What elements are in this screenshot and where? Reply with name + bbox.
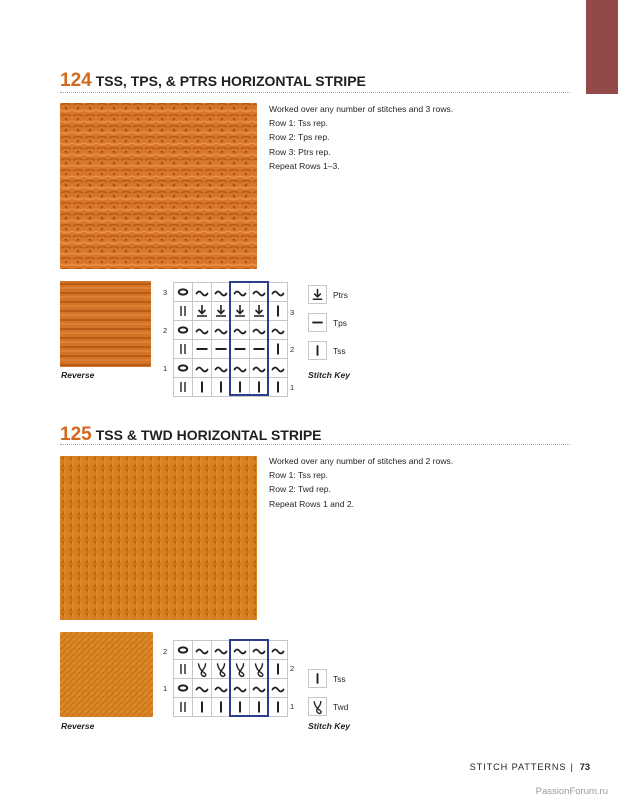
swatch-photo-reverse [60, 281, 151, 367]
row-number-left: 1 [163, 364, 168, 373]
edge-loop-icon [174, 321, 192, 339]
stitch-key-label: Ptrs [333, 290, 348, 300]
repeat-outline [229, 639, 269, 717]
section-title: TSS, TPS, & PTRS HORIZONTAL STRIPE [95, 73, 366, 89]
chart-cell [193, 698, 212, 717]
repeat-outline [229, 281, 269, 396]
section-heading-125 [60, 424, 322, 446]
tss-stitch-icon [269, 302, 287, 320]
watermark: PassionForum.ru [535, 786, 608, 797]
chart-cell [269, 359, 288, 378]
chart-cell [193, 679, 212, 698]
row-number-right: 2 [290, 664, 295, 673]
section-number: 125 [60, 424, 92, 445]
return-pass-icon [193, 359, 211, 377]
ptrs-stitch-icon [212, 302, 230, 320]
return-pass-icon [212, 359, 230, 377]
tss-stitch-icon [269, 378, 287, 396]
tps-stitch-icon [212, 340, 230, 358]
return-pass-icon [193, 321, 211, 339]
return-pass-icon [269, 321, 287, 339]
tps-symbol-icon [308, 313, 327, 332]
instruction-line: Row 2: Twd rep. [269, 484, 331, 495]
instruction-line: Worked over any number of stitches and 2 rows. [269, 456, 454, 466]
edge-loop-icon [174, 641, 192, 659]
row-number-left: 2 [163, 647, 168, 656]
chart-cell [269, 679, 288, 698]
edge-double-bar-icon [174, 340, 192, 358]
tss-stitch-icon [269, 698, 287, 716]
chart-cell [269, 283, 288, 302]
section-heading-124 [60, 70, 366, 92]
chart-cell [269, 321, 288, 340]
stitch-key-caption: Stitch Key [308, 370, 351, 380]
swatch-photo-front [60, 103, 257, 269]
chart-cell [174, 698, 193, 717]
ptrs-symbol-icon [308, 285, 327, 304]
chart-cell [193, 378, 212, 397]
instruction-line: Worked over any number of stitches and 3 rows. [269, 104, 454, 114]
chart-cell [174, 378, 193, 397]
instruction-line: Row 2: Tps rep. [269, 132, 330, 143]
swatch-photo-reverse [60, 632, 153, 717]
chart-cell [174, 283, 193, 302]
chart-cell [269, 641, 288, 660]
row-number-right: 2 [290, 345, 295, 354]
chart-cell [269, 340, 288, 359]
twd-stitch-icon [309, 698, 326, 715]
reverse-caption: Reverse [61, 370, 95, 380]
chart-cell [174, 302, 193, 321]
edge-double-bar-icon [174, 660, 192, 678]
ptrs-stitch-icon [193, 302, 211, 320]
row-number-right: 1 [290, 702, 295, 711]
chart-cell [269, 660, 288, 679]
page-number: 73 [579, 762, 590, 772]
tss-stitch-icon [193, 378, 211, 396]
chart-cell [193, 660, 212, 679]
chart-cell [174, 641, 193, 660]
tss-stitch-icon [269, 340, 287, 358]
row-number-left: 1 [163, 684, 168, 693]
instruction-line: Row 1: Tss rep. [269, 470, 329, 481]
stitch-key-label: Twd [333, 702, 349, 712]
section-title: TSS & TWD HORIZONTAL STRIPE [95, 427, 322, 443]
return-pass-icon [212, 641, 230, 659]
chart-cell [174, 340, 193, 359]
return-pass-icon [269, 679, 287, 697]
chart-cell [269, 698, 288, 717]
reverse-caption: Reverse [61, 721, 95, 731]
chart-cell [174, 679, 193, 698]
chart-cell [174, 359, 193, 378]
return-pass-icon [269, 283, 287, 301]
twd-symbol-icon [308, 697, 327, 716]
tss-stitch-icon [212, 378, 230, 396]
edge-loop-icon [174, 283, 192, 301]
chart-cell [193, 641, 212, 660]
chart-cell [174, 321, 193, 340]
chart-cell [269, 302, 288, 321]
chart-cell [193, 321, 212, 340]
section-divider [60, 444, 570, 445]
chart-cell [193, 359, 212, 378]
tps-stitch-icon [309, 314, 326, 331]
tss-symbol-icon [308, 669, 327, 688]
pattern-instructions [269, 454, 453, 511]
footer-section-label: STITCH PATTERNS [469, 762, 567, 772]
page-footer [470, 762, 590, 772]
chart-cell [193, 283, 212, 302]
chart-cell [269, 378, 288, 397]
swatch-photo-front [60, 456, 257, 620]
edge-loop-icon [174, 679, 192, 697]
section-number: 124 [60, 70, 92, 91]
instruction-line: Repeat Rows 1–3. [269, 160, 340, 171]
twd-stitch-icon [212, 660, 230, 678]
twd-stitch-icon [193, 660, 211, 678]
return-pass-icon [269, 641, 287, 659]
chart-cell [193, 340, 212, 359]
stitch-key-label: Tss [333, 674, 346, 684]
stitch-key-caption: Stitch Key [308, 721, 351, 731]
return-pass-icon [269, 359, 287, 377]
row-number-right: 3 [290, 308, 295, 317]
return-pass-icon [193, 679, 211, 697]
chart-cell [174, 660, 193, 679]
footer-separator: | [570, 762, 574, 772]
instruction-line: Repeat Rows 1 and 2. [269, 498, 355, 509]
tss-stitch-icon [212, 698, 230, 716]
row-number-left: 2 [163, 326, 168, 335]
pattern-instructions [269, 102, 453, 173]
tss-stitch-icon [193, 698, 211, 716]
instruction-line: Row 1: Tss rep. [269, 118, 329, 129]
section-divider [60, 92, 570, 93]
return-pass-icon [212, 321, 230, 339]
chapter-tab [586, 0, 618, 94]
row-number-right: 1 [290, 383, 295, 392]
row-number-left: 3 [163, 288, 168, 297]
edge-double-bar-icon [174, 698, 192, 716]
tss-stitch-icon [309, 342, 326, 359]
tss-stitch-icon [269, 660, 287, 678]
return-pass-icon [212, 679, 230, 697]
ptrs-stitch-icon [309, 286, 326, 303]
return-pass-icon [193, 283, 211, 301]
stitch-key-label: Tps [333, 318, 347, 328]
return-pass-icon [193, 641, 211, 659]
stitch-key-label: Tss [333, 346, 346, 356]
chart-cell [193, 302, 212, 321]
edge-double-bar-icon [174, 378, 192, 396]
edge-double-bar-icon [174, 302, 192, 320]
instruction-line: Row 3: Ptrs rep. [269, 146, 331, 157]
tss-symbol-icon [308, 341, 327, 360]
tss-stitch-icon [309, 670, 326, 687]
return-pass-icon [212, 283, 230, 301]
edge-loop-icon [174, 359, 192, 377]
tps-stitch-icon [193, 340, 211, 358]
